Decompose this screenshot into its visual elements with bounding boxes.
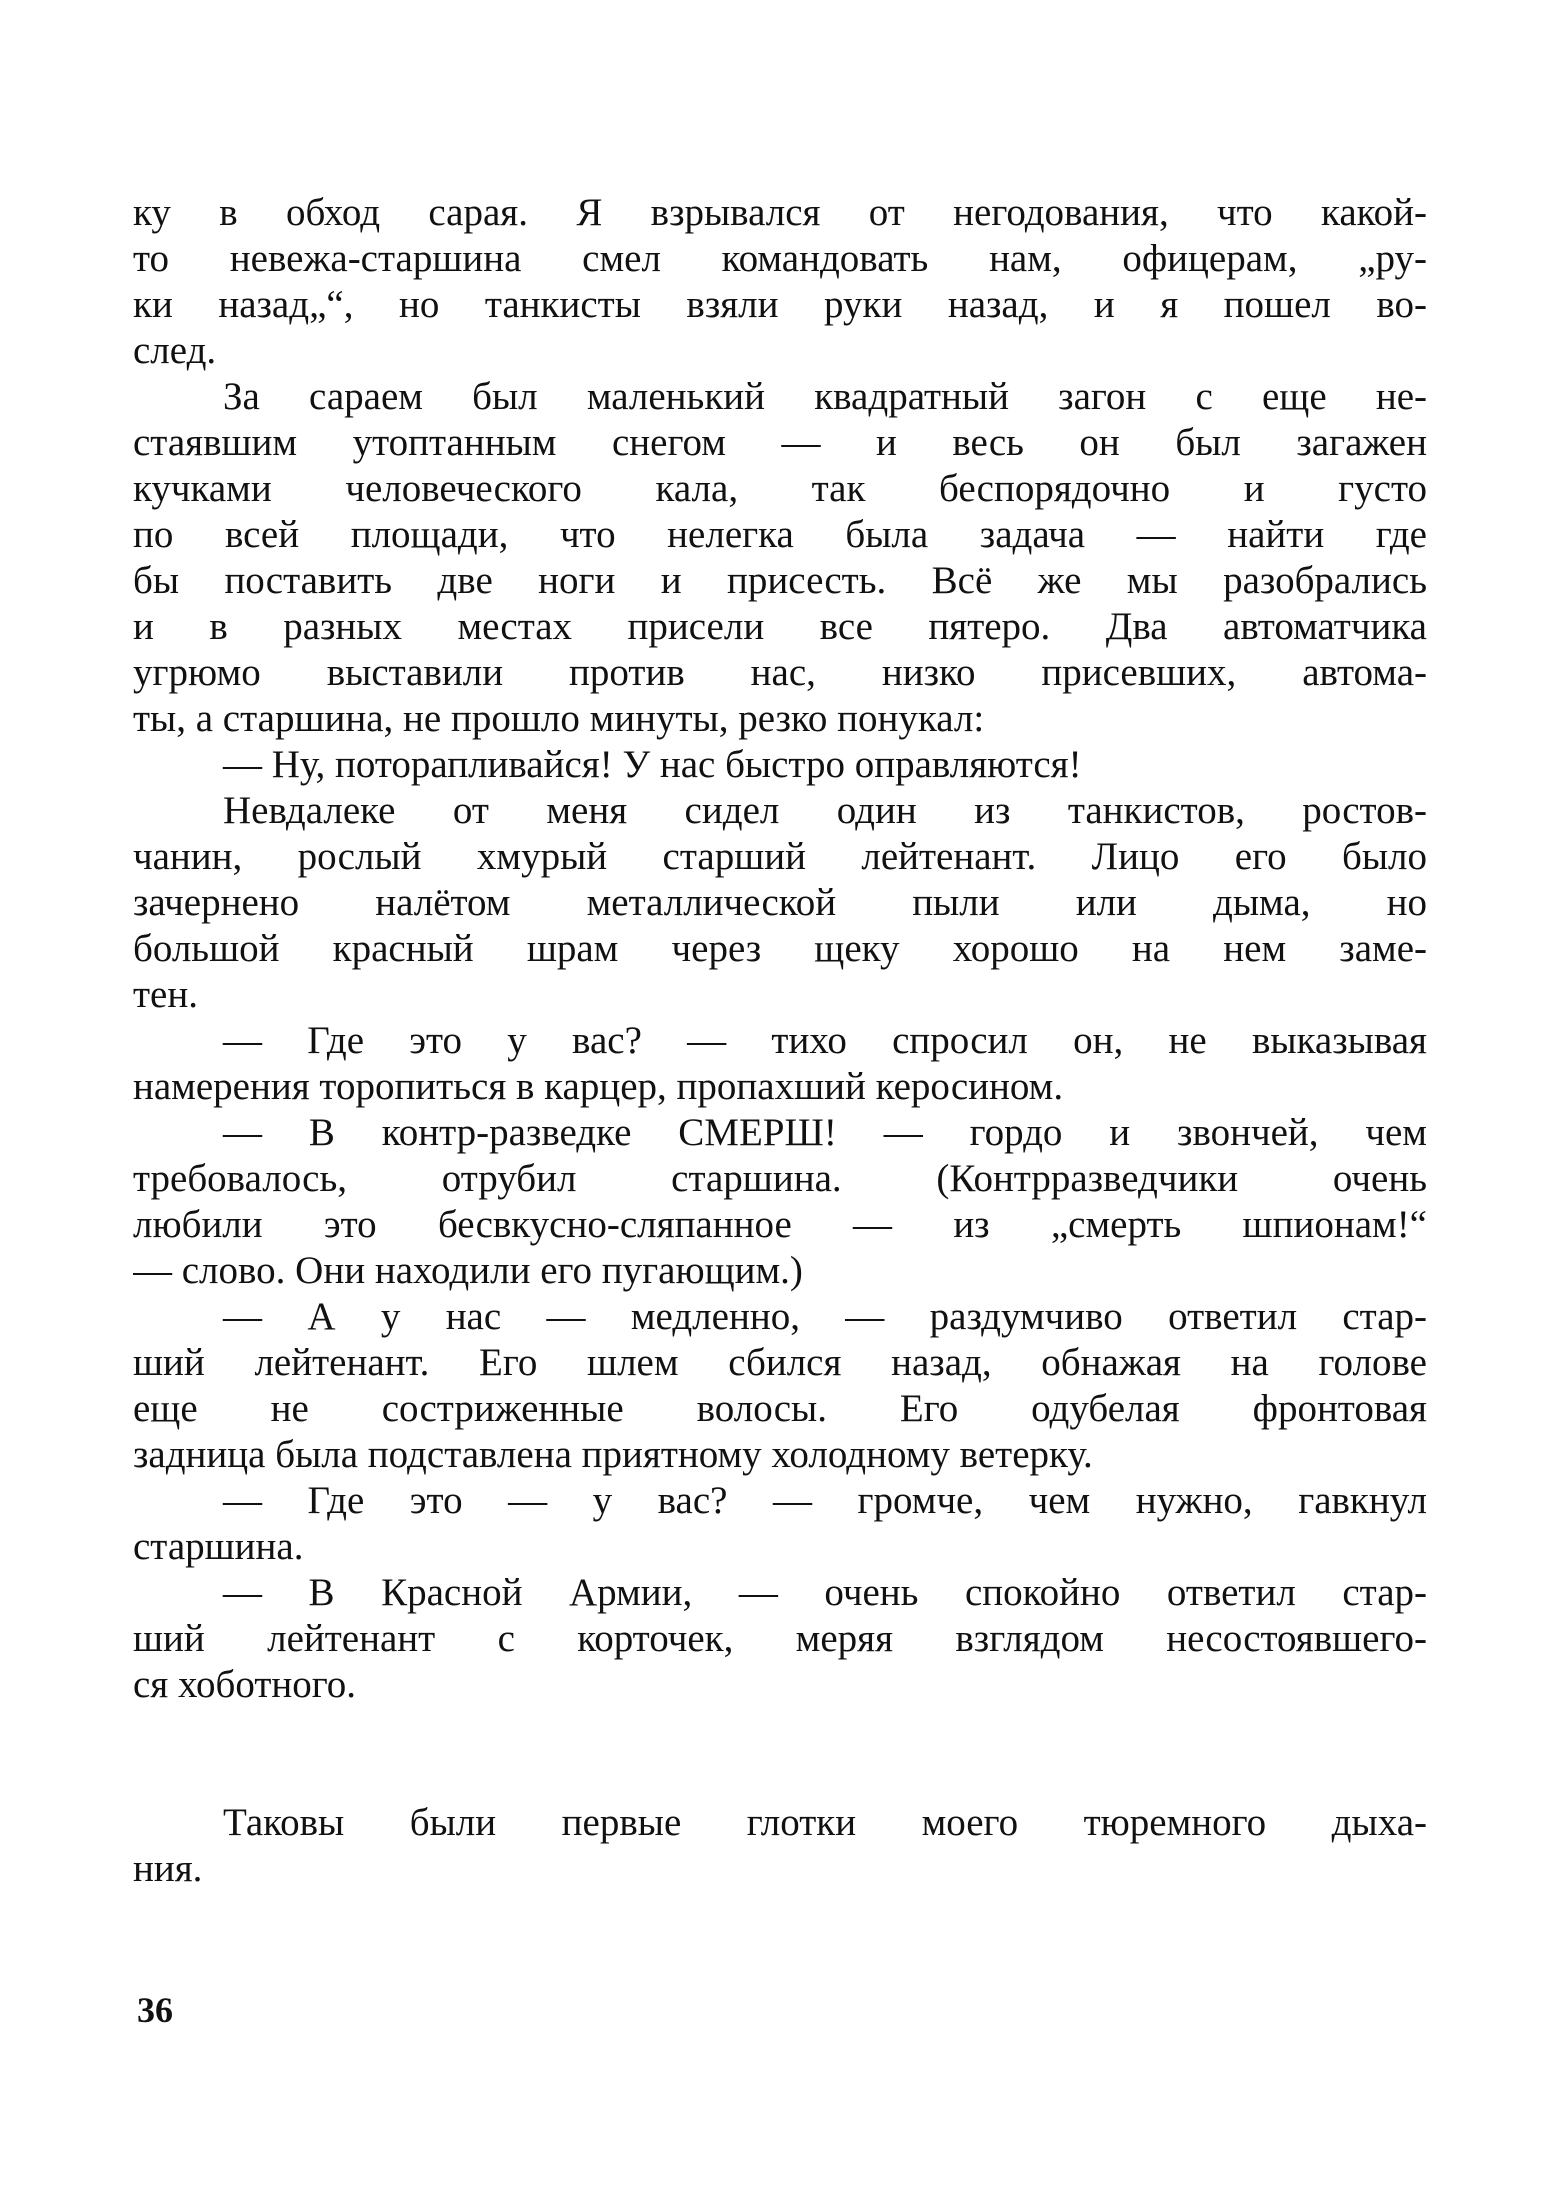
- text-line: по всей площади, что нелегка была задача — найти где: [133, 513, 1427, 556]
- text-line: — Где это — у вас? — громче, чем нужно, гавкнул: [223, 1479, 1427, 1522]
- text-line: ки назад„“, но танкисты взяли руки назад, и я пошел во-: [133, 283, 1427, 326]
- text-line: ший лейтенант. Его шлем сбился назад, обнажая на голове: [133, 1341, 1427, 1384]
- text-line: тен.: [133, 973, 198, 1016]
- text-line: задница была подставлена приятному холодному ветерку.: [133, 1433, 1093, 1476]
- text-line: угрюмо выставили против нас, низко присевших, автома-: [133, 651, 1427, 694]
- text-line: Невдалеке от меня сидел один из танкистов, ростов-: [223, 789, 1427, 832]
- text-line: ты, а старшина, не прошло минуты, резко понукал:: [133, 697, 985, 740]
- text-line: — А у нас — медленно, — раздумчиво ответил стар-: [223, 1295, 1427, 1338]
- text-line: то невежа-старшина смел командовать нам, офицерам, „ру-: [133, 237, 1427, 280]
- body-text: [133, 190, 1427, 1892]
- text-line: ку в обход сарая. Я взрывался от негодования, что какой-: [133, 191, 1427, 234]
- text-line: старшина.: [133, 1525, 304, 1568]
- text-line: любили это бесвкусно-сляпанное — из „смерть шпионам!“: [133, 1203, 1427, 1246]
- text-line: стаявшим утоптанным снегом — и весь он был загажен: [133, 421, 1427, 464]
- text-line: ния.: [133, 1847, 203, 1890]
- text-line: Таковы были первые глотки моего тюремного дыха-: [223, 1801, 1427, 1844]
- text-line: след.: [133, 329, 217, 372]
- page-number: 36: [137, 1990, 173, 2030]
- text-line: — слово. Они находили его пугающим.): [133, 1249, 803, 1292]
- text-line: За сараем был маленький квадратный загон с еще не-: [223, 375, 1427, 418]
- text-line: ший лейтенант с корточек, меряя взглядом несостоявшего-: [133, 1617, 1427, 1660]
- text-line: кучками человеческого кала, так беспорядочно и густо: [133, 467, 1427, 510]
- text-line: большой красный шрам через щеку хорошо на нем заме-: [133, 927, 1427, 970]
- text-line: — В Красной Армии, — очень спокойно ответил стар-: [223, 1571, 1427, 1614]
- text-line: и в разных местах присели все пятеро. Два автоматчика: [133, 605, 1427, 648]
- paragraph-gap: [133, 1754, 1427, 1800]
- text-line: требовалось, отрубил старшина. (Контрразведчики очень: [133, 1157, 1427, 1200]
- text-line: — В контр-разведке СМЕРШ! — гордо и звончей, чем: [223, 1111, 1427, 1154]
- paragraph-gap: [133, 1708, 1427, 1754]
- text-line: зачернено налётом металлической пыли или дыма, но: [133, 881, 1427, 924]
- text-line: намерения торопиться в карцер, пропахший керосином.: [133, 1065, 1064, 1108]
- text-line: еще не состриженные волосы. Его одубелая фронтовая: [133, 1387, 1427, 1430]
- text-line: — Где это у вас? — тихо спросил он, не выказывая: [223, 1019, 1427, 1062]
- text-line: — Ну, поторапливайся! У нас быстро оправляются!: [223, 743, 1082, 786]
- text-line: ся хоботного.: [133, 1663, 357, 1706]
- text-line: бы поставить две ноги и присесть. Всё же мы разобрались: [133, 559, 1427, 602]
- text-line: чанин, рослый хмурый старший лейтенант. Лицо его было: [133, 835, 1427, 878]
